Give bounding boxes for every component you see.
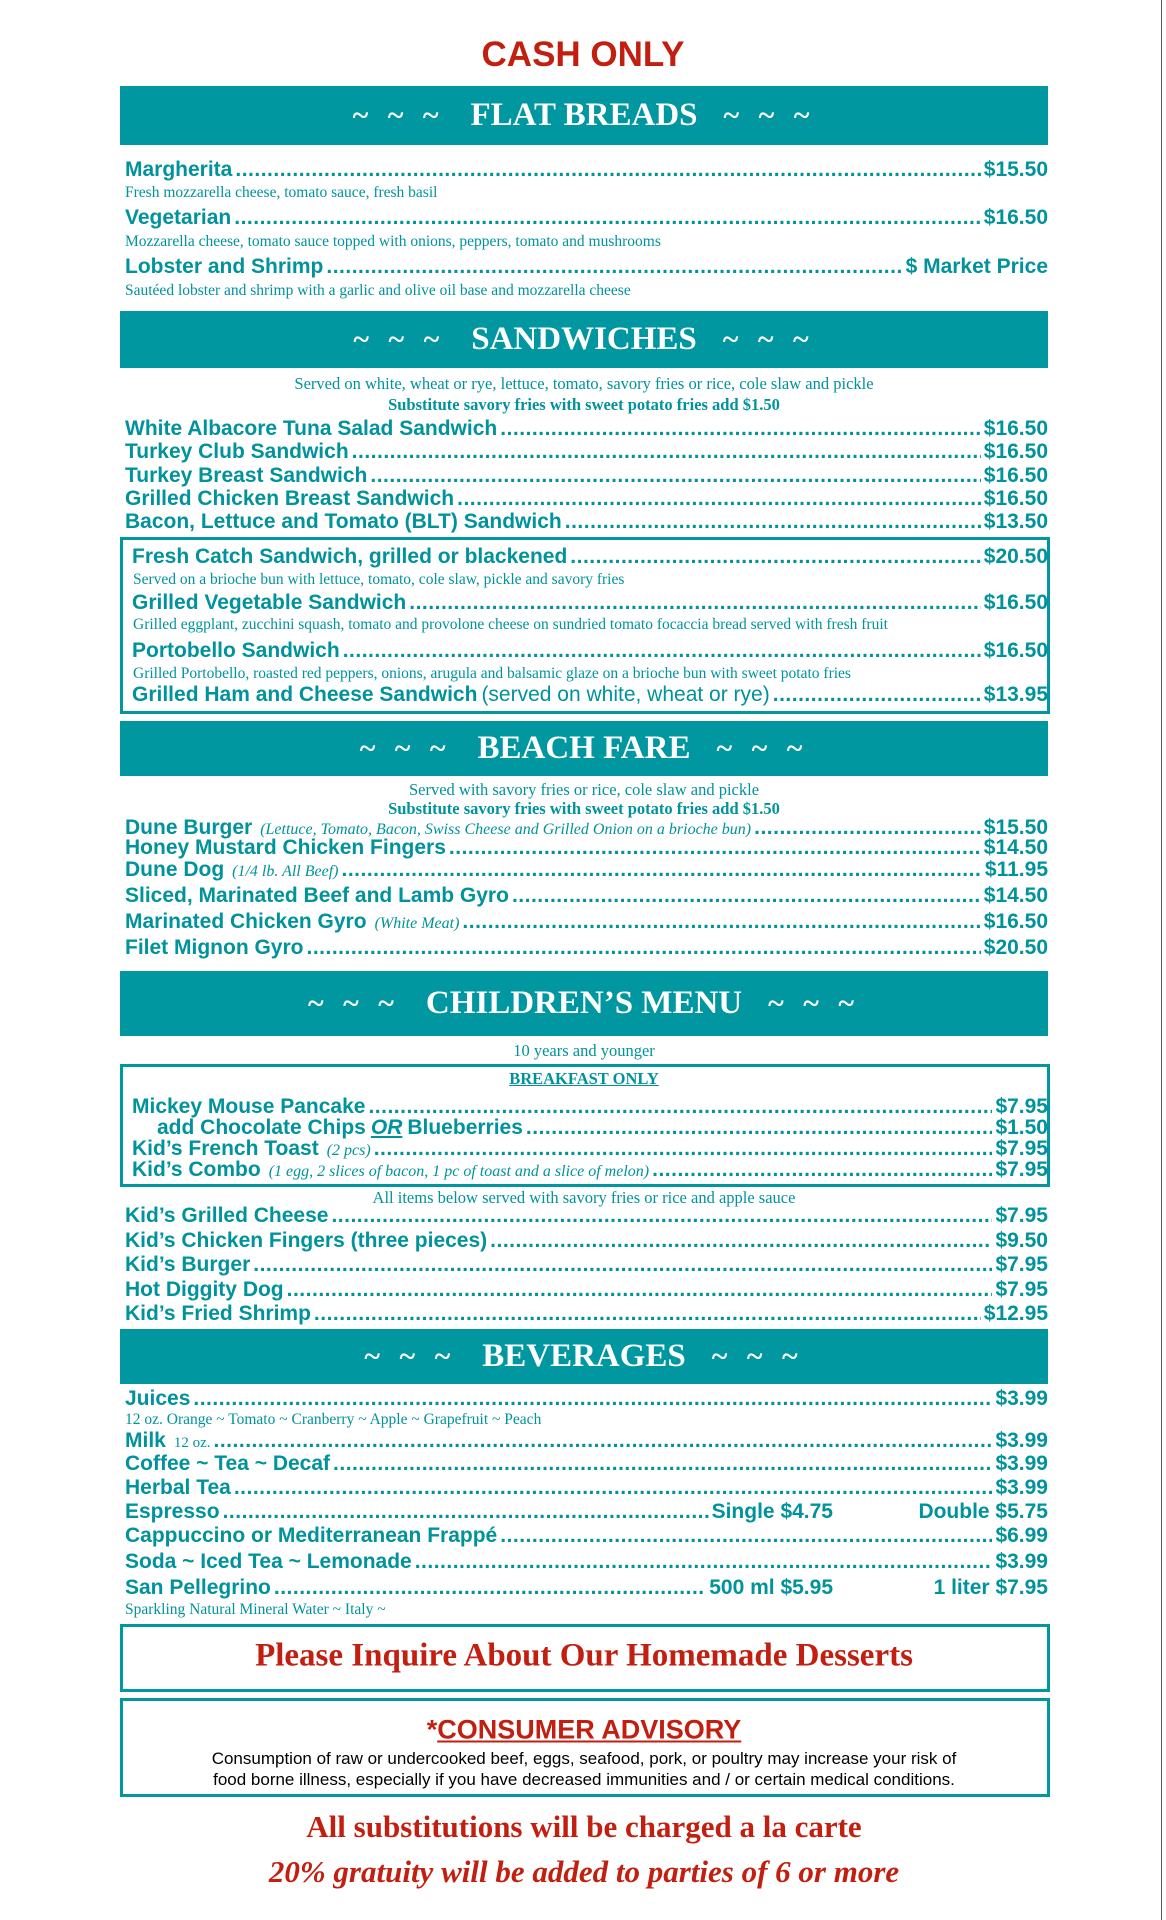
tilde-decoration: ~ ~ ~ <box>723 98 816 132</box>
menu-item <box>125 417 1048 441</box>
item-price: $3.99 <box>995 1550 1048 1573</box>
dot-leader <box>223 1500 709 1524</box>
item-price: $16.50 <box>983 417 1048 440</box>
dot-leader <box>274 1576 706 1600</box>
menu-item <box>125 255 1048 279</box>
menu-item <box>125 1550 1048 1574</box>
item-name: Kid’s French Toast <box>132 1137 319 1160</box>
dot-leader <box>457 487 981 511</box>
dot-leader <box>565 510 981 534</box>
consumer-advisory-title <box>120 1715 1048 1746</box>
item-name: Turkey Club Sandwich <box>125 440 349 463</box>
menu-item <box>125 158 1048 182</box>
item-name: Coffee ~ Tea ~ Decaf <box>125 1452 331 1475</box>
item-description: Mozzarella cheese, tomato sauce topped with onions, peppers, tomato and mushrooms <box>125 233 661 250</box>
item-description: Sparkling Natural Mineral Water ~ Italy ~ <box>125 1601 386 1618</box>
dot-leader <box>287 1278 993 1302</box>
dot-leader <box>462 910 980 934</box>
item-name: Juices <box>125 1387 191 1410</box>
desserts-notice: Please Inquire About Our Homemade Desserts <box>255 1637 913 1674</box>
childrens-sides-note: All items below served with savory fries or rice and apple sauce <box>372 1188 796 1207</box>
item-name: add Chocolate Chips <box>157 1116 366 1139</box>
item-price-alt: 1 liter $7.95 <box>933 1576 1048 1599</box>
item-price: $9.50 <box>995 1229 1048 1252</box>
item-name: Kid’s Fried Shrimp <box>125 1302 311 1325</box>
beach-fare-substitute-note: Substitute savory fries with sweet potato fries add $1.50 <box>388 799 780 818</box>
advisory-text-line: Consumption of raw or undercooked beef, eggs, seafood, pork, or poultry may increase your risk of <box>211 1749 957 1768</box>
item-description: Grilled eggplant, zucchini squash, tomato and provolone cheese on sundried tomato focaccia bread served with fresh fruit <box>133 616 888 633</box>
item-name: Marinated Chicken Gyro <box>125 910 367 933</box>
item-description: Served on a brioche bun with lettuce, tomato, cole slaw, pickle and savory fries <box>133 571 625 588</box>
item-price: $7.95 <box>995 1278 1048 1301</box>
section-banner-beverages <box>120 1329 1048 1384</box>
substitutions-notice: All substitutions will be charged a la carte <box>306 1809 862 1844</box>
item-price: $12.95 <box>983 1302 1048 1325</box>
item-price: $13.50 <box>983 510 1048 533</box>
item-name: Fresh Catch Sandwich, grilled or blackened <box>132 545 568 568</box>
tilde-decoration: ~ ~ ~ <box>364 1339 457 1373</box>
item-name: Milk <box>125 1429 166 1452</box>
dot-leader <box>307 936 981 960</box>
item-name: San Pellegrino <box>125 1576 271 1599</box>
item-name: Grilled Chicken Breast Sandwich <box>125 487 455 510</box>
advisory-text-line: food borne illness, especially if you have decreased immunities and / or certain medical conditions. <box>213 1770 955 1789</box>
menu-item <box>125 910 1048 934</box>
item-name: Filet Mignon Gyro <box>125 936 304 959</box>
item-price-alt: Double $5.75 <box>918 1500 1048 1523</box>
sandwiches-note: Served on white, wheat or rye, lettuce, tomato, savory fries or rice, cole slaw and pickle <box>294 374 874 393</box>
dot-leader <box>214 1429 993 1453</box>
item-name: White Albacore Tuna Salad Sandwich <box>125 417 498 440</box>
item-price: $7.95 <box>995 1095 1048 1118</box>
dot-leader <box>234 206 981 230</box>
item-name: Portobello Sandwich <box>132 639 340 662</box>
dot-leader <box>314 1302 981 1326</box>
tilde-decoration: ~ ~ ~ <box>359 731 452 765</box>
item-name: Vegetarian <box>125 206 232 229</box>
item-price: $16.50 <box>983 591 1048 614</box>
item-price: $7.95 <box>995 1253 1048 1276</box>
section-title: BEACH FARE <box>477 730 691 766</box>
dot-leader <box>193 1387 992 1411</box>
item-name: Dune Burger <box>125 816 253 839</box>
item-name: Mickey Mouse Pancake <box>132 1095 366 1118</box>
dot-leader <box>449 836 981 860</box>
menu-item <box>125 1278 1048 1302</box>
tilde-decoration: ~ ~ ~ <box>352 98 445 132</box>
item-name: Kid’s Grilled Cheese <box>125 1204 329 1227</box>
breakfast-only-label: BREAKFAST ONLY <box>509 1069 659 1088</box>
item-price: $3.99 <box>995 1387 1048 1410</box>
tilde-decoration: ~ ~ ~ <box>768 986 860 1020</box>
menu-item <box>125 858 1048 882</box>
tilde-decoration: ~ ~ ~ <box>353 322 446 356</box>
item-price: $16.50 <box>983 464 1048 487</box>
tilde-decoration: ~ ~ ~ <box>716 731 809 765</box>
item-price: $20.50 <box>983 545 1048 568</box>
menu-item <box>125 1500 1048 1524</box>
item-description: Sautéed lobster and shrimp with a garlic and olive oil base and mozzarella cheese <box>125 282 631 299</box>
menu-item <box>125 884 1048 908</box>
menu-item <box>125 936 1048 960</box>
sandwiches-substitute-note: Substitute savory fries with sweet potato fries add $1.50 <box>388 395 780 414</box>
tilde-decoration: ~ ~ ~ <box>308 986 400 1020</box>
item-price: $7.95 <box>995 1158 1048 1181</box>
dot-leader <box>500 417 981 441</box>
item-price: $1.50 <box>995 1116 1048 1139</box>
menu-item <box>125 1524 1048 1548</box>
item-name: Hot Diggity Dog <box>125 1278 284 1301</box>
menu-item <box>132 545 1048 569</box>
item-price: $15.50 <box>983 816 1048 839</box>
menu-item <box>125 510 1048 534</box>
menu-item <box>125 1476 1048 1500</box>
advisory-heading: CONSUMER ADVISORY <box>437 1714 742 1745</box>
item-price: $ Market Price <box>905 255 1048 278</box>
menu-item <box>125 1302 1048 1326</box>
menu-item <box>125 1429 1048 1453</box>
dot-leader <box>235 158 980 182</box>
section-banner-beach-fare <box>120 721 1048 776</box>
item-price: 500 ml $5.95 <box>709 1576 833 1599</box>
item-price: $15.50 <box>983 158 1048 181</box>
dot-leader <box>409 591 981 615</box>
dot-leader <box>331 1204 992 1228</box>
tilde-decoration: ~ ~ ~ <box>711 1339 804 1373</box>
item-price: $16.50 <box>983 206 1048 229</box>
item-name: Soda ~ Iced Tea ~ Lemonade <box>125 1550 412 1573</box>
tilde-decoration: ~ ~ ~ <box>722 322 815 356</box>
beach-fare-note: Served with savory fries or rice, cole slaw and pickle <box>408 780 760 799</box>
cash-only-heading: CASH ONLY <box>481 35 685 74</box>
item-price: $13.95 <box>983 683 1048 706</box>
section-title: SANDWICHES <box>471 321 697 357</box>
dot-leader <box>333 1452 992 1476</box>
item-price: $16.50 <box>983 639 1048 662</box>
menu-item <box>125 1229 1048 1253</box>
item-price: $3.99 <box>995 1452 1048 1475</box>
menu-item <box>125 464 1048 488</box>
childrens-age-note: 10 years and younger <box>513 1041 655 1060</box>
item-price: $16.50 <box>983 487 1048 510</box>
item-name: Kid’s Chicken Fingers (three pieces) <box>125 1229 488 1252</box>
item-name: Kid’s Combo <box>132 1158 261 1181</box>
item-note: (1 egg, 2 slices of bacon, 1 pc of toast and a slice of melon) <box>268 1163 650 1180</box>
menu-item <box>125 1253 1048 1277</box>
dot-leader <box>370 464 980 488</box>
dot-leader <box>570 545 980 569</box>
item-name: Lobster and Shrimp <box>125 255 324 278</box>
section-title: CHILDREN’S MENU <box>425 985 743 1021</box>
item-price: $20.50 <box>983 936 1048 959</box>
item-note: (1/4 lb. All Beef) <box>232 863 339 880</box>
menu-item <box>125 1204 1048 1228</box>
item-price: $6.99 <box>995 1524 1048 1547</box>
item-price: $7.95 <box>995 1204 1048 1227</box>
menu-item <box>125 1452 1048 1476</box>
dot-leader <box>773 683 981 707</box>
item-name: Bacon, Lettuce and Tomato (BLT) Sandwich <box>125 510 562 533</box>
dot-leader <box>490 1229 992 1253</box>
menu-item <box>132 591 1048 615</box>
item-note: 12 oz. <box>173 1435 211 1451</box>
page-edge <box>1161 0 1162 1920</box>
menu-item <box>125 836 1048 860</box>
section-banner-childrens-menu <box>120 971 1048 1036</box>
item-note: (White Meat) <box>374 915 460 932</box>
section-banner-flat-breads <box>120 86 1048 145</box>
dot-leader <box>415 1550 993 1574</box>
item-description: 12 oz. Orange ~ Tomato ~ Cranberry ~ Apple ~ Grapefruit ~ Peach <box>125 1411 542 1428</box>
item-price: $3.99 <box>995 1476 1048 1499</box>
item-name: Grilled Vegetable Sandwich <box>132 591 407 614</box>
dot-leader <box>234 1476 993 1500</box>
menu-item <box>132 639 1048 663</box>
menu-item <box>125 206 1048 230</box>
dot-leader <box>253 1253 992 1277</box>
dot-leader <box>342 858 982 882</box>
menu-item <box>125 440 1048 464</box>
section-title: FLAT BREADS <box>470 97 698 133</box>
item-price: Single $4.75 <box>711 1500 833 1523</box>
dot-leader <box>512 884 981 908</box>
menu-item <box>125 1576 1048 1600</box>
asterisk: * <box>426 1714 438 1745</box>
item-name: Dune Dog <box>125 858 225 881</box>
item-price: $16.50 <box>983 440 1048 463</box>
dot-leader <box>500 1524 992 1548</box>
item-name: Herbal Tea <box>125 1476 231 1499</box>
item-price: $11.95 <box>984 858 1048 881</box>
item-note: (2 pcs) <box>326 1142 371 1159</box>
menu-item <box>132 683 1048 707</box>
gratuity-notice: 20% gratuity will be added to parties of 6 or more <box>268 1854 900 1889</box>
item-price: $7.95 <box>995 1137 1048 1160</box>
dot-leader <box>652 1158 992 1182</box>
dot-leader <box>343 639 981 663</box>
item-name-continued: Blueberries <box>407 1116 523 1139</box>
item-name: Espresso <box>125 1500 220 1523</box>
item-description: Fresh mozzarella cheese, tomato sauce, fresh basil <box>125 184 438 201</box>
dot-leader <box>326 255 902 279</box>
dot-leader <box>352 440 981 464</box>
section-banner-sandwiches <box>120 311 1048 368</box>
item-price: $16.50 <box>983 910 1048 933</box>
item-price: $14.50 <box>983 884 1048 907</box>
item-emphasis: OR <box>370 1116 403 1139</box>
menu-item <box>132 1158 1048 1182</box>
item-name: Kid’s Burger <box>125 1253 251 1276</box>
section-title: BEVERAGES <box>482 1338 686 1374</box>
item-name: Honey Mustard Chicken Fingers <box>125 836 446 859</box>
menu-item <box>125 1387 1048 1411</box>
item-description: Grilled Portobello, roasted red peppers, onions, arugula and balsamic glaze on a brioche bun with sweet potato fries <box>133 665 851 682</box>
item-note: (served on white, wheat or rye) <box>481 683 770 706</box>
item-name: Sliced, Marinated Beef and Lamb Gyro <box>125 884 509 907</box>
item-name: Cappuccino or Mediterranean Frappé <box>125 1524 498 1547</box>
item-price: $14.50 <box>983 836 1048 859</box>
item-note: (Lettuce, Tomato, Bacon, Swiss Cheese and Grilled Onion on a brioche bun) <box>260 821 752 838</box>
item-price: $3.99 <box>995 1429 1048 1452</box>
item-name: Grilled Ham and Cheese Sandwich <box>132 683 478 706</box>
item-name: Margherita <box>125 158 233 181</box>
item-name: Turkey Breast Sandwich <box>125 464 368 487</box>
menu-item <box>125 487 1048 511</box>
